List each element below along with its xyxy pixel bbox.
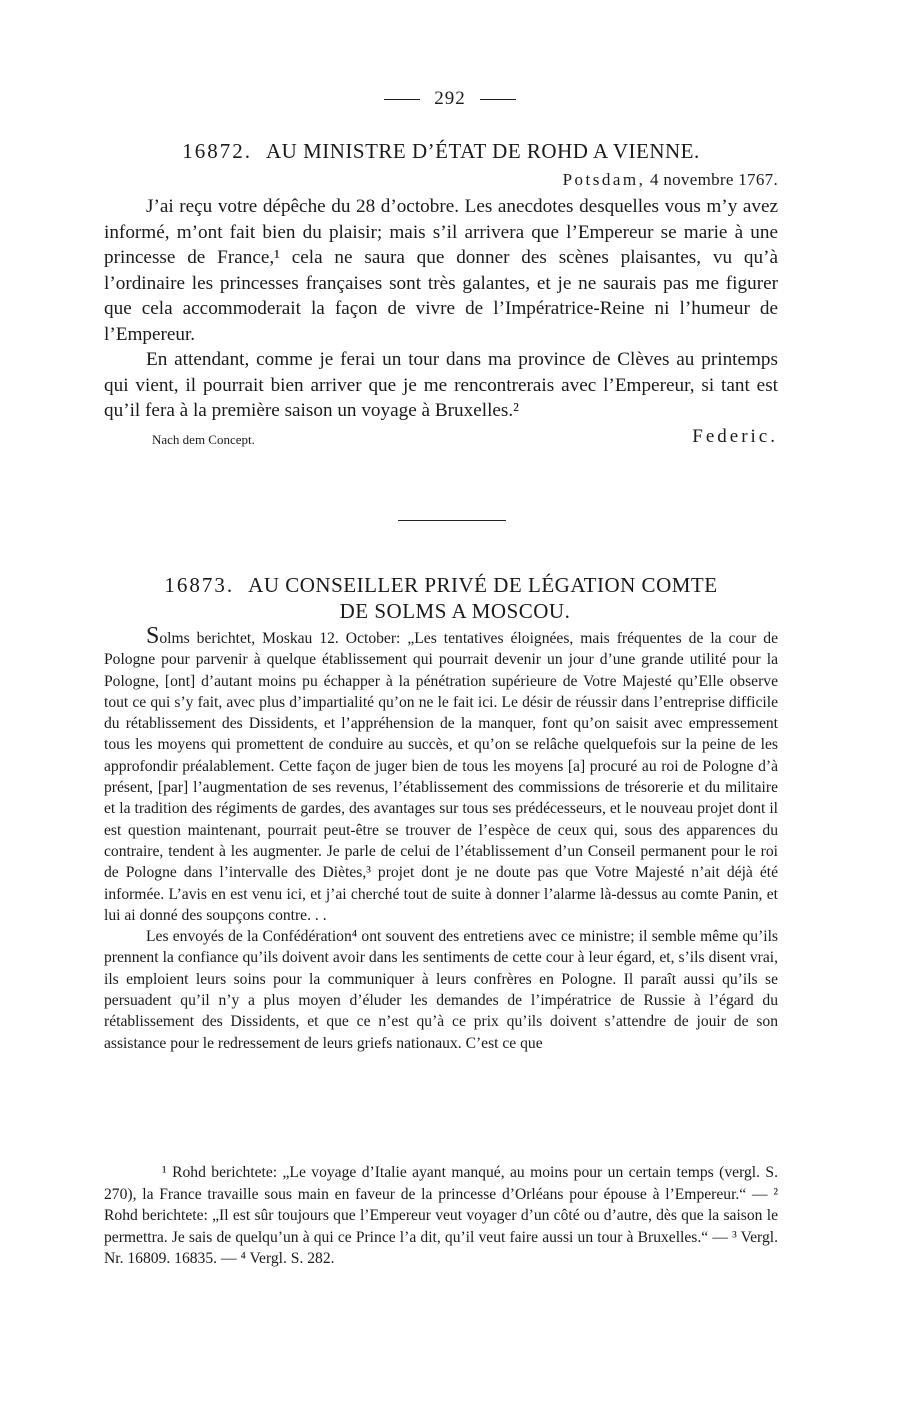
footnotes	[104, 1162, 778, 1270]
letter-title: AU MINISTRE D’ÉTAT DE ROHD A VIENNE.	[265, 139, 700, 163]
dateline-date: 4 novembre 1767.	[649, 170, 778, 189]
letter-title-line2: DE SOLMS A MOSCOU.	[339, 599, 571, 623]
letter-paragraph	[104, 623, 778, 926]
source-note: Nach dem Concept.	[152, 431, 255, 447]
initial-letter: S	[146, 623, 160, 649]
letter-heading-line1	[104, 572, 778, 598]
header-rule-right	[480, 99, 516, 100]
letter-heading	[104, 572, 778, 624]
letter-paragraph: En attendant, comme je ferai un tour dans ma province de Clèves au printemps qui vient, il pourrait bien arriver que je me rencontrerais avec l’Empereur, si tant est qu’il fera à la première saison un voyage à Bruxelles.²	[104, 349, 778, 421]
footnote-text: ¹ Rohd berichtete: „Le voyage d’Italie ayant manqué, au moins pour un certain temps (vergl. S. 270), la France travaille sous main en faveur de la princesse d’Orléans pour épouse à l’Empereur.“ — ² Rohd berichtete: „Il est sûr toujours que l’Empereur veut voyager d’un côté ou d’autre, dès que la saison le permettra. Je sais de quelqu’un à qui ce Prince l’a dit, qu’il veut faire aussi un tour à Bruxelles.“ — ³ Vergl. Nr. 16809. 16835. — ⁴ Vergl. S. 282.	[104, 1164, 778, 1268]
header-rule-left	[384, 99, 420, 100]
page-number: 292	[434, 88, 466, 109]
letter-16873	[104, 572, 778, 1054]
signature-line	[104, 426, 778, 452]
signature: Federic.	[692, 425, 778, 447]
section-divider	[398, 520, 506, 521]
dateline-place: Potsdam,	[562, 170, 646, 189]
letter-number: 16872.	[182, 139, 252, 163]
page-header	[0, 88, 900, 110]
letter-paragraph: Les envoyés de la Confédération⁴ ont souvent des entretiens avec ce ministre; il semble même qu’ils prennent la confiance qu’ils doivent avoir dans les sentiments de cette cour à leur égard, et, s’ils disent vrai, ils emploient leurs soins pour la communiquer à leurs confrères en Pologne. Il paraît aussi qu’ils se persuadent qu’il n’y a plus moyen d’éluder les demandes de l’impératrice de Russie à l’égard du rétablissement des Dissidents, et que ce n’est qu’à ce prix qu’ils doivent s’attendre de jouir de son assistance pour le redressement de leurs griefs nationaux. C’est ce que	[104, 928, 778, 1052]
letter-16872	[104, 138, 778, 452]
letter-number: 16873.	[164, 573, 235, 597]
letter-paragraph: J’ai reçu votre dépêche du 28 d’octobre. Les anecdotes desquelles vous m’y avez informé, m’ont fait bien du plaisir; mais s’il arrivera que l’Empereur se marie à une princesse de France,¹ cela ne saura que donner des scènes plaisantes, vu qu’à l’ordinaire les princesses françaises sont très galantes, et je ne saurais pas me figurer que cela accommoderait la façon de vivre de l’Impératrice-Reine ni l’humeur de l’Empereur.	[104, 196, 778, 345]
letter-title-line1: AU CONSEILLER PRIVÉ DE LÉGATION COMTE	[248, 573, 718, 597]
paragraph-text: olms berichtet, Moskau 12. October: „Les tentatives éloignées, mais fréquentes de la cour de Pologne pour parvenir à quelque établissement qui pourrait devenir un jour d’une grande utilité pour la Pologne, [ont] d’autant moins pu échapper à la pénétration supérieure de Votre Majesté qu’Elle observe tout ce qui s’y fait, avec plus d’impartialité qu’on ne le fait ici. Le désir de réussir dans l’entreprise difficile du rétablissement des Dissidents, et l’appréhension de la manquer, font qu’on saisit avec empressement tous les moyens qui promettent de conduire au succès, et qu’on se relâche quelquefois sur la peine de les approfondir préalablement. Cette façon de juger bien de tous les moyens [a] procuré au roi de Pologne d’à présent, [par] l’augmentation de ses revenus, l’établissement des commissions de trésorerie et du militaire et la tradition des régiments de gardes, des avantages sur tous ses prédécesseurs, et le nouveau projet dont il est question maintenant, pourrait peut-être se trouver de l’espèce de ceux qui, sous des apparences du contraire, tendent à les augmenter. Je parle de celui de l’établissement d’un Conseil permanent pour le roi de Pologne dans l’intervalle des Diètes,³ projet dont je ne doute pas que Votre Majesté n’ait déjà été informée. L’avis en est venu ici, et j’ai cherché tout de suite à donner l’alarme là-dessus au comte Panin, et lui ai donné des soupçons contre. . .	[104, 630, 778, 924]
dateline	[104, 170, 778, 190]
letter-heading	[104, 138, 778, 164]
